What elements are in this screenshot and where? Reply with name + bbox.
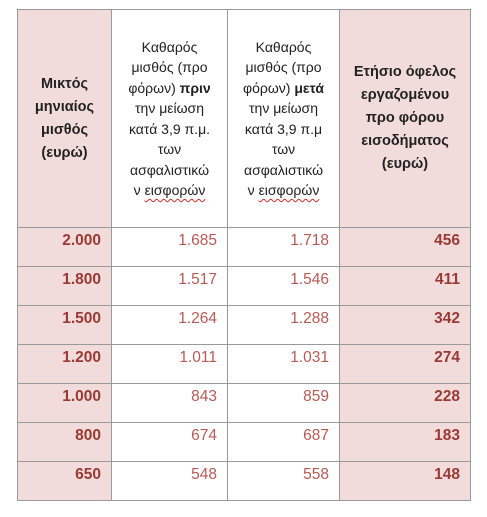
cell-net-before: 674 [112,423,228,462]
cell-benefit: 148 [340,462,471,501]
cell-net-after: 1.031 [228,345,340,384]
cell-gross: 1.200 [18,345,112,384]
table-row [18,345,471,384]
table-row [18,423,471,462]
cell-net-before: 1.517 [112,267,228,306]
cell-net-after: 1.288 [228,306,340,345]
cell-gross: 1.500 [18,306,112,345]
header-gross-salary: Μικτός μηνιαίος μισθός (ευρώ) [18,10,112,228]
cell-net-before: 1.685 [112,228,228,267]
cell-net-after: 1.546 [228,267,340,306]
header-before-keyword: πριν [179,79,211,96]
spellcheck-word: εισφορών [144,182,206,198]
cell-benefit: 342 [340,306,471,345]
cell-net-before: 843 [112,384,228,423]
cell-net-before: 548 [112,462,228,501]
table-row [18,267,471,306]
cell-net-after: 687 [228,423,340,462]
cell-benefit: 228 [340,384,471,423]
cell-benefit: 411 [340,267,471,306]
spellcheck-word: εισφορών [258,182,320,198]
cell-gross: 800 [18,423,112,462]
cell-net-after: 859 [228,384,340,423]
header-net-before: Καθαρός μισθός (προ φόρων) πριν την μείωση κατά 3,9 π.μ. των ασφαλιστικώ ν εισφορών [112,10,228,228]
cell-net-after: 558 [228,462,340,501]
salary-comparison-table [17,9,471,501]
cell-benefit: 274 [340,345,471,384]
table-row [18,228,471,267]
header-after-keyword: μετά [294,79,324,96]
cell-gross: 650 [18,462,112,501]
cell-gross: 1.800 [18,267,112,306]
cell-net-before: 1.264 [112,306,228,345]
cell-net-before: 1.011 [112,345,228,384]
table-row [18,384,471,423]
cell-gross: 1.000 [18,384,112,423]
table-row [18,306,471,345]
header-annual-benefit: Ετήσιο όφελος εργαζομένου προ φόρου εισοδήματος (ευρώ) [340,10,471,228]
cell-benefit: 183 [340,423,471,462]
header-net-after: Καθαρός μισθός (προ φόρων) μετά την μείωση κατά 3,9 π.μ των ασφαλιστικώ ν εισφορών [228,10,340,228]
cell-gross: 2.000 [18,228,112,267]
cell-net-after: 1.718 [228,228,340,267]
cell-benefit: 456 [340,228,471,267]
table-row [18,462,471,501]
header-row [18,10,471,228]
